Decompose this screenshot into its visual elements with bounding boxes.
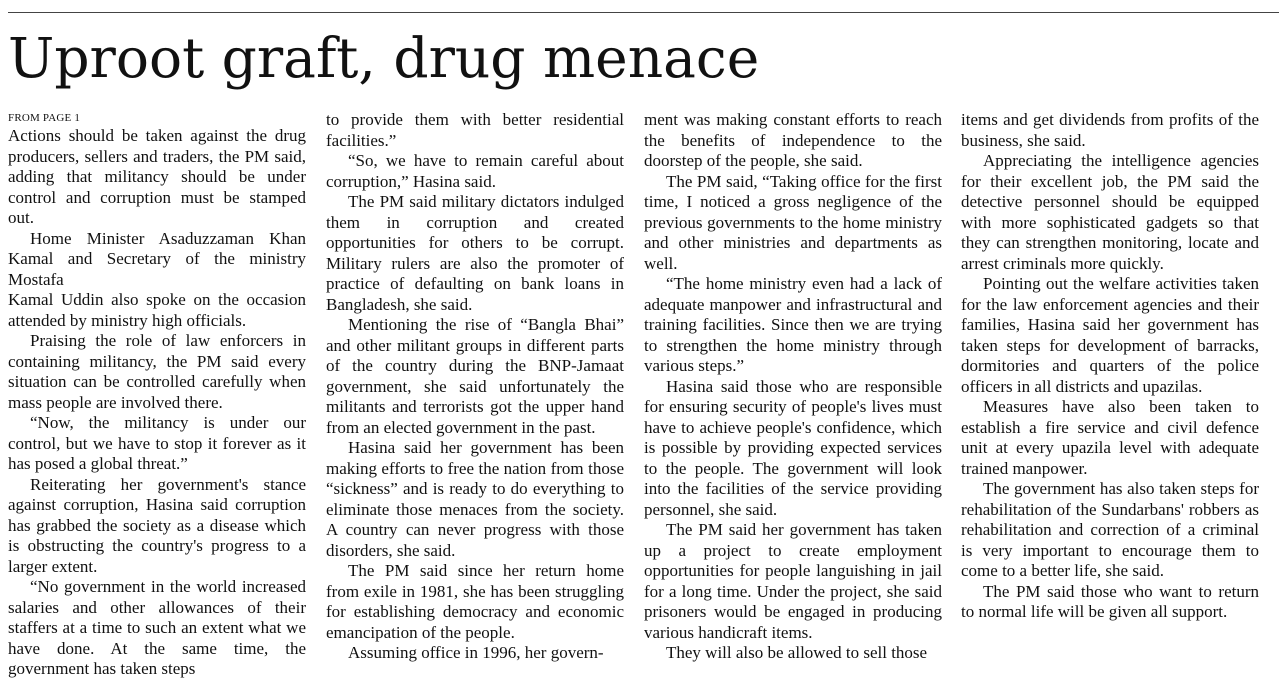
paragraph: Reiterating her government's stance against corruption, Hasina said corruption has grabbed the society as a disease which is obstructing the country's progress to a larger extent. xyxy=(8,474,306,576)
paragraph: The PM said her government has taken up a project to create employment opportunities for people languishing in jail for a long time. Under the project, she said prisoners would be engaged in producing various handicraft items. xyxy=(644,520,942,642)
article-column-3 xyxy=(644,110,942,693)
paragraph: The government has also taken steps for rehabilitation of the Sundarbans' robbers as rehabilitation and correction of a criminal is very important to encourage them to come to a better life, she said. xyxy=(961,479,1259,580)
paragraph: “No government in the world increased salaries and other allowances of their staffers at a time to such an extent what we have done. At the same time, the government has taken steps xyxy=(8,577,306,678)
top-rule xyxy=(8,12,1279,13)
paragraph: “So, we have to remain careful about corruption,” Hasina said. xyxy=(326,151,624,191)
paragraph: ment was making constant efforts to reach the benefits of independence to the doorstep of the people, she said. xyxy=(644,110,942,170)
from-page-kicker: FROM PAGE 1 xyxy=(8,112,81,124)
paragraph: Hasina said those who are responsible for ensuring security of people's lives must have to achieve people's confidence, which is possible by providing expected services to the people. The government will look into the facilities of the service providing personnel, she said. xyxy=(644,376,942,519)
paragraph: Mentioning the rise of “Bangla Bhai” and other militant groups in different parts of the country during the BNP-Jamaat government, she said unfortunately the militants and terrorists got the upper hand from an elected government in the past. xyxy=(326,315,624,437)
article-column-4 xyxy=(961,110,1259,693)
paragraph: Kamal Uddin also spoke on the occasion attended by ministry high officials. xyxy=(8,290,306,330)
paragraph: “The home ministry even had a lack of adequate manpower and infrastructural and training facilities. Since then we are trying to strengthen the home ministry through various steps.” xyxy=(644,274,942,375)
paragraph: Pointing out the welfare activities taken for the law enforcement agencies and their families, Hasina said her government has taken steps for development of barracks, dormitories and quarters of the police officers in all districts and upazilas. xyxy=(961,274,1259,396)
paragraph: Home Minister Asaduzzaman Khan Kamal and Secretary of the ministry Mostafa xyxy=(8,228,306,289)
paragraph: Assuming office in 1996, her govern- xyxy=(348,643,604,662)
paragraph: Hasina said her government has been making efforts to free the nation from those “sickness” and is ready to do everything to eliminate those menaces from the society. A country can never progress with those disorders, she said. xyxy=(326,438,624,560)
paragraph: Actions should be taken against the drug producers, sellers and traders, the PM said, adding that militancy should be under control and corruption must be stamped out. xyxy=(8,126,306,227)
paragraph: “Now, the militancy is under our control, but we have to stop it forever as it has posed a global threat.” xyxy=(8,413,306,473)
paragraph: Praising the role of law enforcers in containing militancy, the PM said every situation can be controlled carefully when mass people are involved there. xyxy=(8,331,306,412)
paragraph: The PM said, “Taking office for the first time, I noticed a gross negligence of the previous governments to the home ministry and other ministries and departments as well. xyxy=(644,171,942,273)
paragraph: They will also be allowed to sell those xyxy=(666,643,928,662)
paragraph: to provide them with better residential facilities.” xyxy=(326,110,624,150)
paragraph: The PM said since her return home from exile in 1981, she has been struggling for establishing democracy and economic emancipation of the people. xyxy=(326,561,624,642)
headline: Uproot graft, drug menace xyxy=(8,26,760,90)
paragraph: items and get dividends from profits of the business, she said. xyxy=(961,110,1259,150)
paragraph: Appreciating the intelligence agencies for their excellent job, the PM said the detective personnel should be equipped with more sophisticated gadgets so that they can strengthen monitoring, locate and arrest criminals more quickly. xyxy=(961,151,1259,273)
paragraph: Measures have also been taken to establish a fire service and civil defence unit at every upazila level with adequate trained manpower. xyxy=(961,397,1259,478)
paragraph: The PM said those who want to return to normal life will be given all support. xyxy=(961,581,1259,621)
paragraph: The PM said military dictators indulged them in corruption and created opportunities for others to be corrupt. Military rulers are also the promoter of practice of defaulting on bank loans in Bangladesh, she said. xyxy=(326,192,624,314)
article-column-1 xyxy=(8,110,306,693)
article-column-2 xyxy=(326,110,624,693)
